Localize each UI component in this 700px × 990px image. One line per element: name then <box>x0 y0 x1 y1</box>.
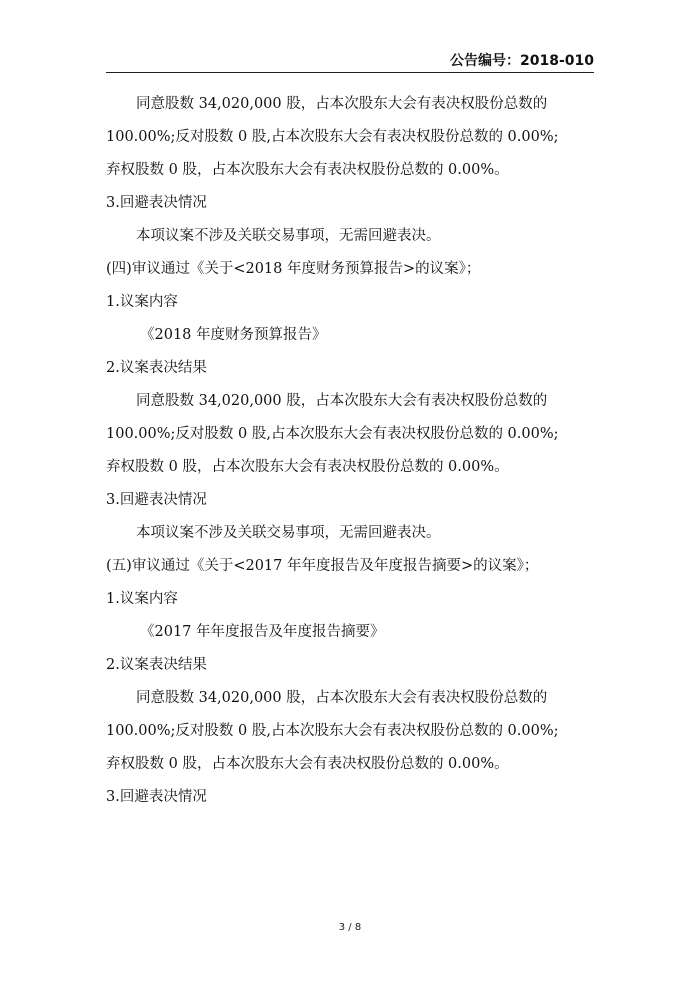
announcement-number: 公告编号：2018-010 <box>450 53 594 69</box>
proposal-5-heading: (五)审议通过《关于<2017 年年度报告及年度报告摘要>的议案》； <box>106 558 539 574</box>
proposal-4-heading: (四)审议通过《关于<2018 年度财务预算报告>的议案》； <box>106 261 481 277</box>
page-number: 3 / 8 <box>338 922 362 933</box>
vote-result-agree: 同意股数 34,020,000 股，占本次股东大会有表决权股份总数的 <box>136 96 548 112</box>
vote-result-agree: 同意股数 34,020,000 股，占本次股东大会有表决权股份总数的 <box>136 393 548 409</box>
vote-result-heading: 2.议案表决结果 <box>106 360 207 376</box>
vote-result-against: 100.00%;反对股数 0 股,占本次股东大会有表决权股份总数的 0.00%; <box>106 129 559 145</box>
proposal-content-text: 《2017 年年度报告及年度报告摘要》 <box>140 624 385 640</box>
proposal-content-heading: 1.议案内容 <box>106 591 178 607</box>
vote-result-against: 100.00%;反对股数 0 股,占本次股东大会有表决权股份总数的 0.00%; <box>106 426 559 442</box>
recusal-text: 本项议案不涉及关联交易事项，无需回避表决。 <box>136 525 441 541</box>
vote-result-abstain: 弃权股数 0 股，占本次股东大会有表决权股份总数的 0.00%。 <box>106 756 509 772</box>
document-body <box>106 96 594 822</box>
section-recusal-heading: 3.回避表决情况 <box>106 789 207 805</box>
vote-result-against: 100.00%;反对股数 0 股,占本次股东大会有表决权股份总数的 0.00%; <box>106 723 559 739</box>
proposal-content-heading: 1.议案内容 <box>106 294 178 310</box>
proposal-content-text: 《2018 年度财务预算报告》 <box>140 327 327 343</box>
recusal-text: 本项议案不涉及关联交易事项，无需回避表决。 <box>136 228 441 244</box>
section-recusal-heading: 3.回避表决情况 <box>106 195 207 211</box>
vote-result-heading: 2.议案表决结果 <box>106 657 207 673</box>
vote-result-abstain: 弃权股数 0 股，占本次股东大会有表决权股份总数的 0.00%。 <box>106 459 509 475</box>
vote-result-abstain: 弃权股数 0 股，占本次股东大会有表决权股份总数的 0.00%。 <box>106 162 509 178</box>
section-recusal-heading: 3.回避表决情况 <box>106 492 207 508</box>
page-header <box>106 50 594 73</box>
vote-result-agree: 同意股数 34,020,000 股，占本次股东大会有表决权股份总数的 <box>136 690 548 706</box>
